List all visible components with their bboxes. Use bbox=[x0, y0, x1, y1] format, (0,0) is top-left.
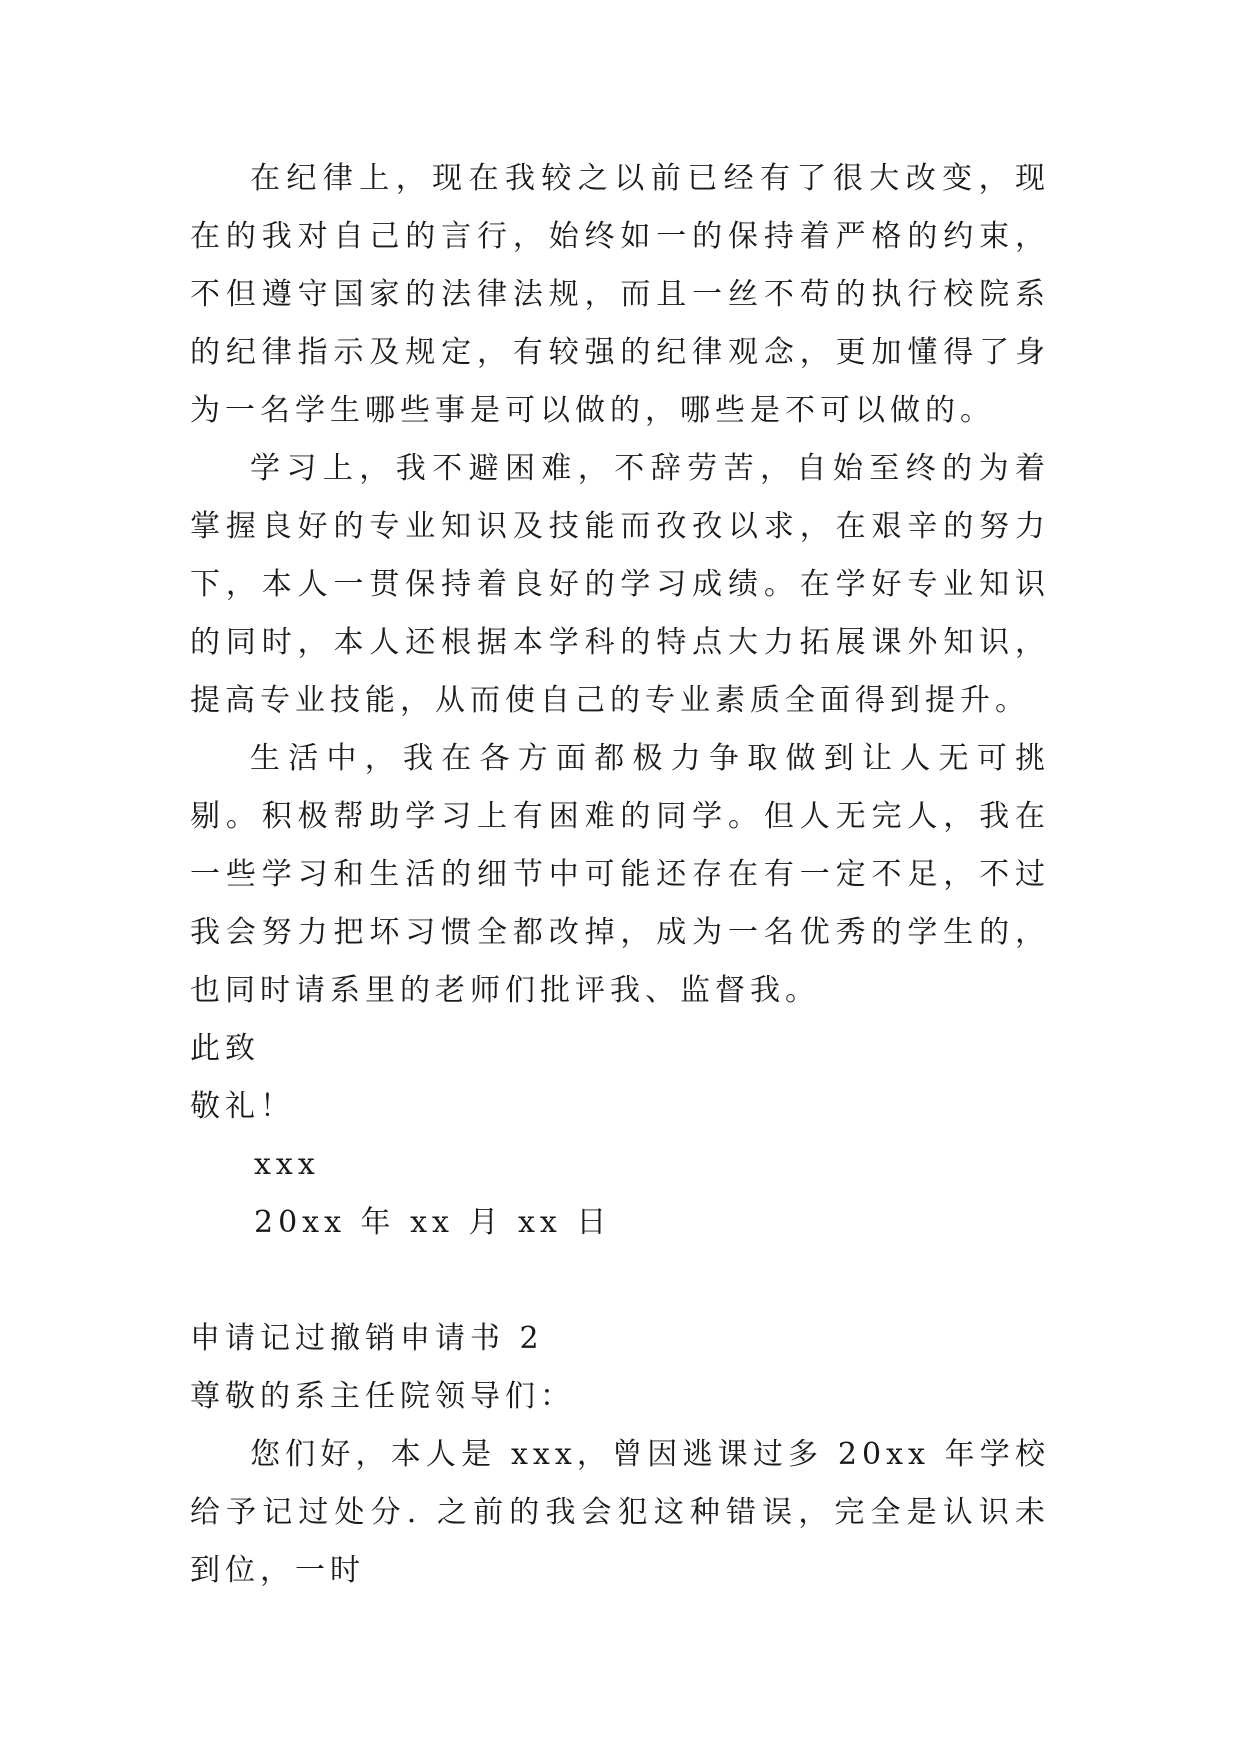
signature-date: 20xx 年 xx 月 xx 日 bbox=[254, 1205, 612, 1240]
signature: xxx bbox=[254, 1147, 320, 1182]
paragraph-study: 学习上，我不避困难，不辞劳苦，自始至终的为着掌握良好的专业知识及技能而孜孜以求，在艰辛的努力下，本人一贯保持着良好的学习成绩。在学好专业知识的同时，本人还根据本学科的特点大力拓展课外知识，提高专业技能，从而使自己的专业素质全面得到提升。 bbox=[190, 451, 1050, 718]
document-body bbox=[190, 150, 1050, 1600]
paragraph-discipline: 在纪律上，现在我较之以前已经有了很大改变，现在的我对自己的言行，始终如一的保持着严格的约束，不但遵守国家的法律法规，而且一丝不苟的执行校院系的纪律指示及规定，有较强的纪律观念，更加懂得了身为一名学生哪些事是可以做的，哪些是不可以做的。 bbox=[190, 161, 1050, 428]
closing-salutation: 此致 bbox=[190, 1031, 260, 1066]
paragraph-opening: 您们好，本人是 xxx，曾因逃课过多 20xx 年学校给予记过处分. 之前的我会犯这种错误，完全是认识未到位，一时 bbox=[190, 1437, 1050, 1588]
paragraph-life: 生活中，我在各方面都极力争取做到让人无可挑剔。积极帮助学习上有困难的同学。但人无完人，我在一些学习和生活的细节中可能还存在有一定不足，不过我会努力把坏习惯全都改掉，成为一名优秀的学生的，也同时请系里的老师们批评我、监督我。 bbox=[190, 741, 1050, 1008]
letter-title: 申请记过撤销申请书 2 bbox=[190, 1321, 544, 1356]
letter-greeting: 尊敬的系主任院领导们： bbox=[190, 1379, 575, 1414]
closing-regards: 敬礼！ bbox=[190, 1089, 295, 1124]
section-spacer bbox=[190, 1252, 1050, 1310]
